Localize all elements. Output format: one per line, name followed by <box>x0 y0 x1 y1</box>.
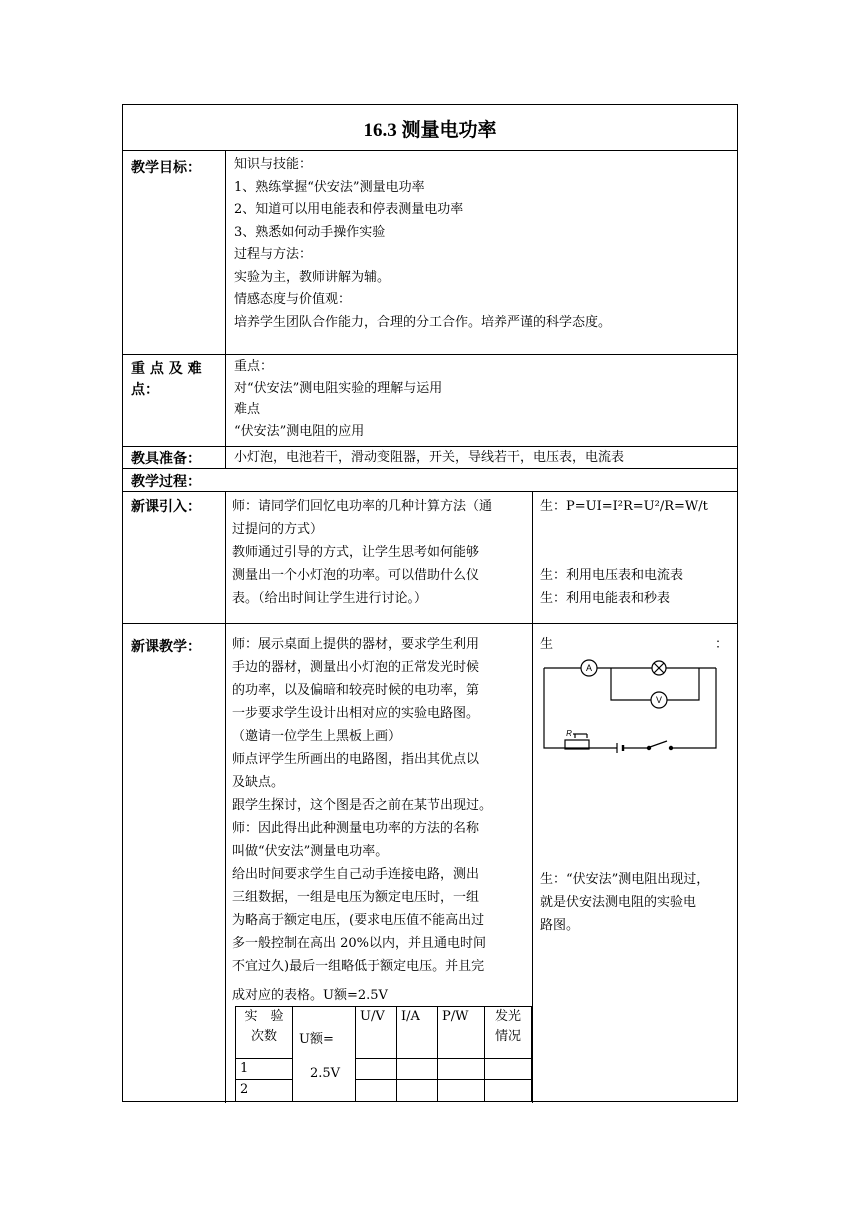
teaching-teacher-line: 师点评学生所画出的电路图，指出其优点以 <box>232 752 480 767</box>
equipment-label: 教具准备： <box>131 451 201 467</box>
process-row <box>123 469 737 492</box>
intro-student-formula: 生：P=UI=I²R=U²/R=W/t <box>540 499 708 514</box>
equipment-text: 小灯泡，电池若干，滑动变阻器，开关，导线若干，电压表，电流表 <box>234 450 625 465</box>
objectives-line: 实验为主，教师讲解为辅。 <box>234 269 391 285</box>
key-points-row <box>123 355 737 447</box>
col-header: I/A <box>397 1007 438 1059</box>
col-header: P/W <box>438 1007 485 1059</box>
key-points-content <box>226 355 737 446</box>
objectives-line: 情感态度与价值观： <box>234 292 352 307</box>
col-glow-text: 情况 <box>494 1029 521 1044</box>
table-cell <box>356 1059 397 1080</box>
key-points-label-cell <box>123 355 226 446</box>
teaching-teacher-line: 三组数据，一组是电压为额定电压时，一组 <box>232 890 480 905</box>
table-cell <box>397 1080 438 1102</box>
intro-teacher-line: 教师通过引导的方式，让学生思考如何能够 <box>232 545 480 560</box>
key-points-label <box>131 359 202 401</box>
teaching-teacher-line: 及缺点。 <box>232 775 285 790</box>
teaching-teacher-line: 手边的器材，测量出小灯泡的正常发光时候 <box>232 660 480 675</box>
key-points-line: “伏安法”测电阻的应用 <box>234 423 365 439</box>
intro-teacher-line: 师：请同学们回忆电功率的几种计算方法（通 <box>232 499 493 514</box>
teaching-teacher-line: 师：因此得出此种测量电功率的方法的名称 <box>232 821 480 836</box>
teaching-teacher-line: 师：展示桌面上提供的器材，要求学生利用 <box>232 637 480 652</box>
key-points-line: 难点 <box>234 402 261 417</box>
ammeter-label: A <box>585 663 593 673</box>
col-rated <box>293 1007 356 1102</box>
table-cell <box>356 1080 397 1102</box>
objectives-line: 2、知道可以用电能表和停表测量电功率 <box>234 202 464 217</box>
equipment-row <box>123 447 737 469</box>
teaching-teacher-line: 给出时间要求学生自己动手连接电路，测出 <box>232 867 480 882</box>
title-row <box>123 105 737 151</box>
col-header: U/V <box>356 1007 397 1059</box>
key-points-label-line: 重 点 及 难 <box>131 361 202 377</box>
teaching-teacher-line: 的功率，以及偏暗和较亮时候的电功率，第 <box>232 683 480 698</box>
lesson-plan-table <box>122 104 738 1102</box>
teaching-label: 新课教学： <box>131 639 201 655</box>
objectives-label: 教学目标： <box>131 160 201 176</box>
intro-teacher-line: 过提问的方式） <box>232 522 324 537</box>
col-glow <box>485 1007 532 1059</box>
process-label: 教学过程： <box>131 474 201 490</box>
table-cell <box>438 1080 485 1102</box>
intro-teacher-line: 表。（给出时间让学生进行讨论。） <box>232 591 428 606</box>
col-trial-text: 次数 <box>250 1029 277 1044</box>
intro-row <box>123 492 737 624</box>
student-colon: ： <box>715 637 729 652</box>
teaching-student-line: 就是伏安法测电阻的实验电 <box>540 895 697 910</box>
intro-label: 新课引入： <box>131 499 201 515</box>
intro-label-cell <box>123 492 226 623</box>
equipment-label-cell <box>123 447 226 468</box>
intro-student-cell <box>533 492 737 623</box>
teaching-student-lines <box>540 868 709 937</box>
col-glow-text: 发光 <box>494 1009 521 1024</box>
teaching-student-cell <box>533 624 737 1103</box>
row-number: 2 <box>236 1080 293 1102</box>
table-cell <box>438 1059 485 1080</box>
circuit-diagram <box>539 658 719 758</box>
teaching-student-line: 路图。 <box>540 918 580 933</box>
circuit-wire <box>674 668 716 748</box>
teaching-teacher-line: 跟学生探讨，这个图是否之前在某节出现过。 <box>232 798 493 813</box>
switch-blade <box>650 741 667 747</box>
objectives-content <box>226 151 737 354</box>
col-rated-label: U额= <box>299 1032 334 1047</box>
teaching-row <box>123 624 737 1103</box>
objectives-row <box>123 151 737 355</box>
objectives-line: 知识与技能： <box>234 157 313 172</box>
intro-teacher-cell <box>226 492 533 623</box>
teaching-label-cell <box>123 624 226 1103</box>
teaching-teacher-line: 多一般控制在高出 20%以内，并且通电时间 <box>232 936 487 951</box>
teaching-teacher-line: （邀请一位学生上黑板上画） <box>232 729 402 744</box>
record-table <box>235 1006 532 1102</box>
col-trial-text: 实 验 <box>244 1009 284 1024</box>
objectives-label-cell <box>123 151 226 354</box>
objectives-line: 培养学生团队合作能力，合理的分工合作。培养严谨的科学态度。 <box>234 314 612 330</box>
rated-value: 2.5V <box>309 1066 341 1081</box>
equipment-content <box>226 447 737 468</box>
intro-student-line: 生：利用电压表和电流表 <box>540 568 684 583</box>
teaching-teacher-line: 为略高于额定电压，(要求电压值不能高出过 <box>232 913 485 928</box>
table-cell <box>485 1059 532 1080</box>
teaching-teacher-line: 一步要求学生设计出相对应的实验电路图。 <box>232 706 480 721</box>
row-number: 1 <box>236 1059 293 1080</box>
teaching-teacher-line: 不宜过久)最后一组略低于额定电压。并且完 <box>232 959 485 974</box>
rheostat-label: R <box>566 729 572 738</box>
table-cell <box>485 1080 532 1102</box>
circuit-wire <box>611 668 651 700</box>
intro-teacher-line: 测量出一个小灯泡的功率。可以借助什么仪 <box>232 568 480 583</box>
key-points-line: 重点： <box>234 359 274 374</box>
objectives-line: 过程与方法： <box>234 247 313 262</box>
objectives-line: 3、熟悉如何动手操作实验 <box>234 224 386 240</box>
teaching-teacher-line: 叫做“伏安法”测量电功率。 <box>232 844 389 859</box>
teaching-teacher-cell <box>226 624 533 1103</box>
teaching-student-line: 生：“伏安法”测电阻出现过， <box>540 872 710 887</box>
key-points-label-line: 点： <box>131 382 159 398</box>
intro-student-line: 生：利用电能表和秒表 <box>540 591 671 606</box>
page-title: 16.3 测量电功率 <box>363 120 497 141</box>
voltmeter-label: V <box>655 695 663 705</box>
key-points-line: 对“伏安法”测电阻实验的理解与运用 <box>234 380 443 396</box>
table-cell <box>397 1059 438 1080</box>
teaching-teacher-line: 成对应的表格。U额=2.5V <box>232 988 388 1003</box>
col-trial <box>236 1007 293 1059</box>
student-head: 生 <box>540 637 554 652</box>
objectives-line: 1、熟练掌握“伏安法”测量电功率 <box>234 179 425 195</box>
circuit-wire <box>667 668 699 700</box>
